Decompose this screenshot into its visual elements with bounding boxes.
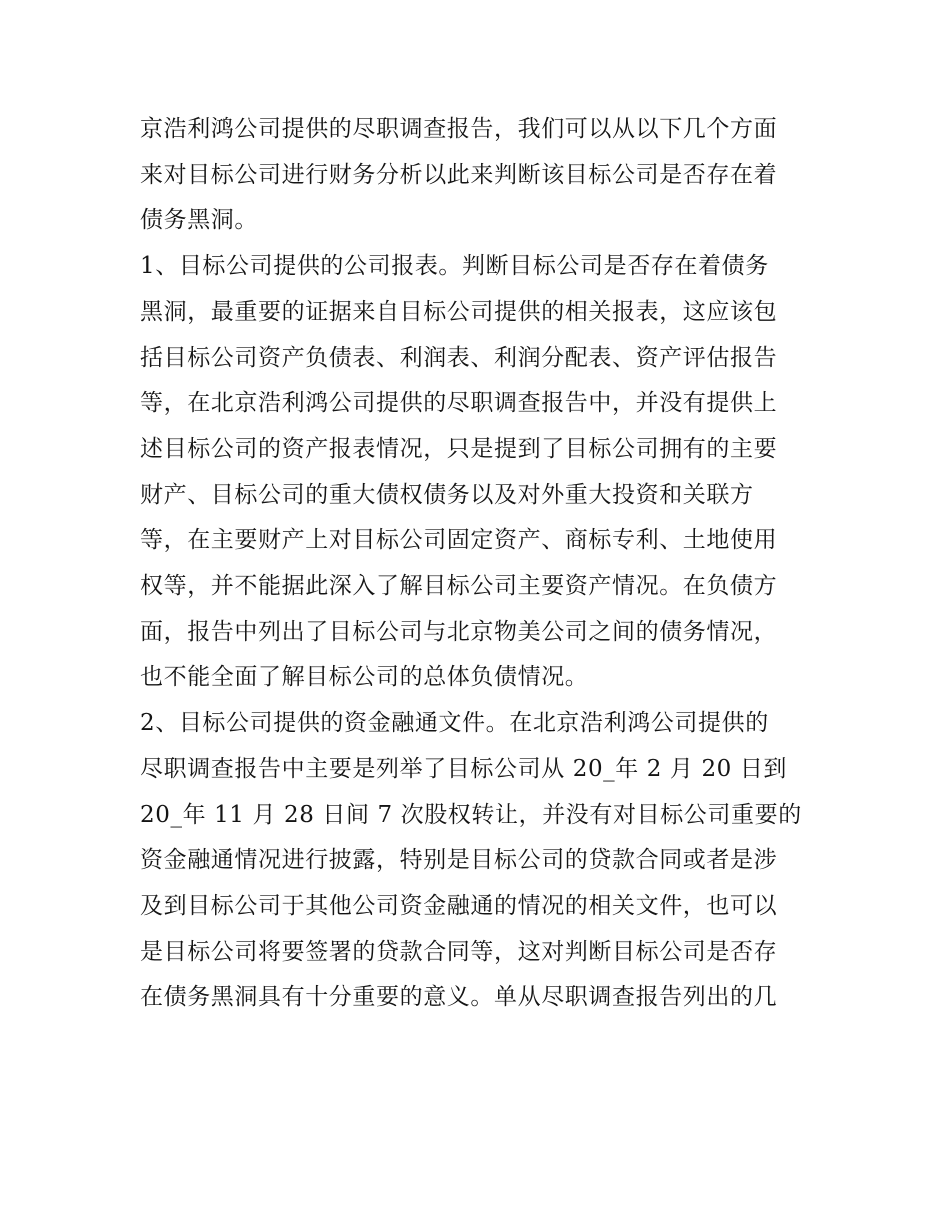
text-line-6: 括目标公司资产负债表、利润表、利润分配表、资产评估报告 bbox=[140, 344, 778, 371]
text-line-4: 1、目标公司提供的公司报表。判断目标公司是否存在着债务 bbox=[140, 253, 769, 280]
text-line-14: 2、目标公司提供的资金融通文件。在北京浩利鸿公司提供的 bbox=[140, 710, 769, 737]
text-line-17: 资金融通情况进行披露，特别是目标公司的贷款合同或者是涉 bbox=[140, 847, 778, 874]
text-line-18: 及到目标公司于其他公司资金融通的情况的相关文件，也可以 bbox=[140, 892, 778, 919]
text-line-8: 述目标公司的资产报表情况，只是提到了目标公司拥有的主要 bbox=[140, 435, 778, 462]
text-line-11: 权等，并不能据此深入了解目标公司主要资产情况。在负债方 bbox=[140, 573, 778, 600]
text-line-20: 在债务黑洞具有十分重要的意义。单从尽职调查报告列出的几 bbox=[140, 984, 778, 1011]
text-line-7: 等，在北京浩利鸿公司提供的尽职调查报告中，并没有提供上 bbox=[140, 390, 778, 417]
text-line-10: 等，在主要财产上对目标公司固定资产、商标专利、土地使用 bbox=[140, 527, 778, 554]
text-line-16: 20_年 11 月 28 日间 7 次股权转让，并没有对目标公司重要的 bbox=[140, 801, 802, 828]
text-line-15: 尽职调查报告中主要是列举了目标公司从 20_年 2 月 20 日到 bbox=[140, 755, 788, 782]
text-line-13: 也不能全面了解目标公司的总体负债情况。 bbox=[140, 664, 589, 691]
text-line-12: 面，报告中列出了目标公司与北京物美公司之间的债务情况， bbox=[140, 618, 778, 645]
text-line-19: 是目标公司将要签署的贷款合同等，这对判断目标公司是否存 bbox=[140, 938, 778, 965]
document-body bbox=[140, 107, 815, 1021]
text-line-2: 来对目标公司进行财务分析以此来判断该目标公司是否存在着 bbox=[140, 161, 778, 188]
text-line-1: 京浩利鸿公司提供的尽职调查报告，我们可以从以下几个方面 bbox=[140, 116, 778, 142]
text-line-5: 黑洞，最重要的证据来自目标公司提供的相关报表，这应该包 bbox=[140, 298, 778, 325]
text-line-3: 债务黑洞。 bbox=[140, 207, 258, 234]
text-line-9: 财产、目标公司的重大债权债务以及对外重大投资和关联方 bbox=[140, 481, 754, 508]
